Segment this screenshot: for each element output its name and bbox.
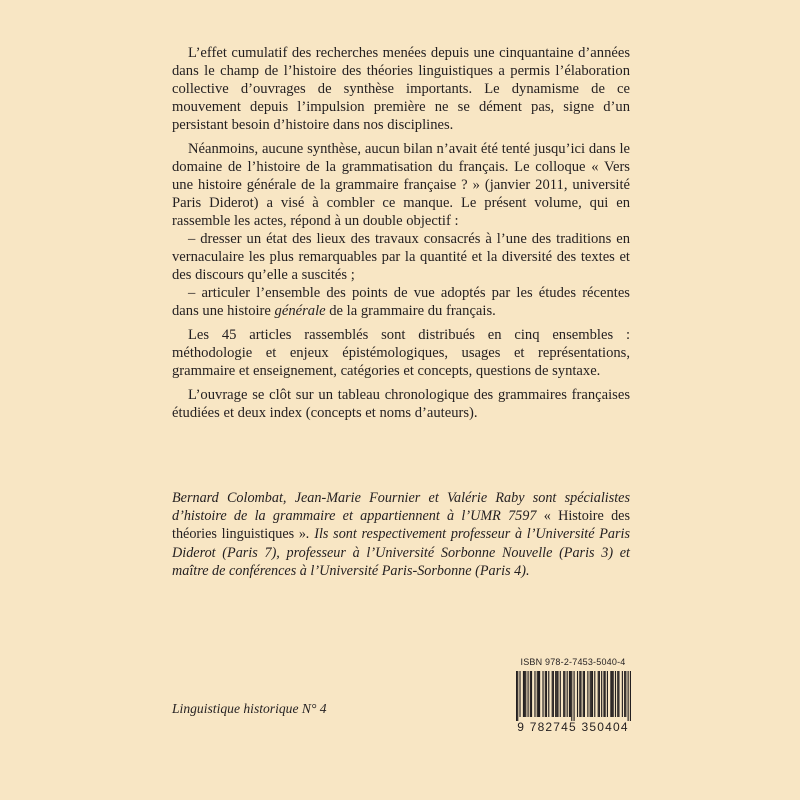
barcode-bar bbox=[603, 671, 604, 717]
objective-item-2-emphasis: générale bbox=[274, 303, 326, 319]
barcode-bar bbox=[598, 671, 599, 717]
authors-bio-lab-name: « Histoire des théories linguistiques » bbox=[172, 508, 630, 543]
authors-bio-part-3: . Ils sont respectivement professeur à l’Université Paris Diderot (Paris 7), professeur à l’Université Sorbonne Nouvelle (Paris 3) et maître de conférences à l’Université Paris-Sorbonne (Paris 4). bbox=[172, 526, 630, 579]
barcode-bar bbox=[538, 671, 539, 717]
barcode-bar bbox=[542, 671, 543, 717]
isbn-barcode-block bbox=[506, 657, 640, 735]
barcode-bar bbox=[594, 671, 595, 717]
barcode-bar bbox=[584, 671, 585, 717]
series-title: Linguistique historique N° 4 bbox=[172, 701, 327, 716]
barcode-bar bbox=[590, 671, 591, 717]
barcode-bar bbox=[534, 671, 535, 717]
barcode-bar bbox=[537, 671, 538, 717]
barcode-bar bbox=[628, 671, 629, 721]
barcode-bar bbox=[587, 671, 588, 717]
barcode-bar bbox=[611, 671, 612, 717]
barcode-bar bbox=[617, 671, 618, 717]
barcode-bar bbox=[545, 671, 546, 717]
barcode-bar bbox=[539, 671, 540, 717]
barcode-bar bbox=[546, 671, 547, 717]
barcode-bar bbox=[525, 671, 526, 717]
barcode-bar bbox=[553, 671, 554, 717]
barcode-bar bbox=[592, 671, 593, 717]
barcode-bar bbox=[599, 671, 600, 717]
barcode-bar bbox=[531, 671, 532, 717]
barcode-bar bbox=[571, 671, 572, 721]
authors-bio-text bbox=[172, 489, 630, 580]
barcode-bar bbox=[622, 671, 623, 717]
barcode-bar bbox=[591, 671, 592, 717]
barcode-bar bbox=[555, 671, 556, 717]
barcode-bar bbox=[618, 671, 619, 717]
objective-item-2-start: – articuler l’ensemble des points de vue adoptés par les études récentes dans une histoire bbox=[172, 285, 630, 319]
barcode-bar bbox=[615, 671, 616, 717]
barcode-bar bbox=[557, 671, 558, 717]
barcode-bar bbox=[556, 671, 557, 717]
barcode-bar bbox=[625, 671, 626, 717]
barcode-bar bbox=[563, 671, 564, 717]
authors-bio-part-1: Bernard Colombat, Jean-Marie Fournier et Valérie Raby sont spécialistes d’histoire de la grammaire et appartiennent à l’UMR 7597 bbox=[172, 490, 630, 525]
barcode-bar bbox=[552, 671, 553, 717]
barcode-bar bbox=[569, 671, 570, 717]
barcode-bar bbox=[607, 671, 608, 717]
barcode-bar bbox=[519, 671, 520, 717]
barcode-bar bbox=[583, 671, 584, 717]
barcode-digits: 9 782745 350404 bbox=[517, 720, 629, 734]
barcode-bar bbox=[605, 671, 606, 717]
blurb-paragraph-3: Les 45 articles rassemblés sont distribués en cinq ensembles : méthodologie et enjeux épistémologiques, usages et représentations, grammaire et enseignement, catégories et concepts, questions de syntaxe. bbox=[172, 327, 630, 379]
barcode-bar bbox=[567, 671, 568, 717]
barcode-bar bbox=[516, 671, 517, 721]
barcode-bar bbox=[574, 671, 575, 721]
barcode-bar bbox=[624, 671, 625, 717]
objective-item-2-end: de la grammaire du français. bbox=[325, 303, 496, 319]
barcode-bar bbox=[577, 671, 578, 717]
barcode-bar bbox=[517, 671, 518, 721]
authors-bio bbox=[172, 489, 630, 580]
blurb-paragraph-1: L’effet cumulatif des recherches menées depuis une cinquantaine d’années dans le champ de l’histoire des théories linguistiques a permis l’élaboration collective d’ouvrages de synthèse importants. Le dynamisme de ce mouvement depuis l’impulsion première ne se dément pas, signe d’un persistant besoin d’histoire dans nos disciplines. bbox=[172, 45, 630, 133]
barcode-bar bbox=[564, 671, 565, 717]
barcode-bar bbox=[524, 671, 525, 717]
barcode-bar bbox=[610, 671, 611, 717]
isbn-label: ISBN 978-2-7453-5040-4 bbox=[520, 657, 626, 667]
barcode-bar bbox=[530, 671, 531, 717]
objective-item-2 bbox=[172, 284, 630, 320]
barcode-icon bbox=[506, 671, 640, 721]
blurb-paragraph-2: Néanmoins, aucune synthèse, aucun bilan n’avait été tenté jusqu’ici dans le domaine de l’histoire de la grammatisation du français. Le colloque « Vers une histoire générale de la grammaire française ? » (janvier 2011, université Paris Diderot) a visé à combler ce manque. Le présent volume, qui en rassemble les actes, répond à un double objectif : bbox=[172, 141, 630, 229]
barcode-bar bbox=[579, 671, 580, 717]
barcode-bar bbox=[560, 671, 561, 717]
barcode-bar bbox=[570, 671, 571, 717]
barcode-bar bbox=[630, 671, 631, 721]
barcode-bar bbox=[523, 671, 524, 717]
barcode-bar bbox=[613, 671, 614, 717]
barcode-bar bbox=[601, 671, 602, 717]
blurb bbox=[172, 44, 630, 422]
barcode-bar bbox=[548, 671, 549, 717]
blurb-paragraph-4: L’ouvrage se clôt sur un tableau chronologique des grammaires françaises étudiées et deux index (concepts et noms d’auteurs). bbox=[172, 387, 630, 421]
barcode-bar bbox=[580, 671, 581, 717]
objective-item-1: – dresser un état des lieux des travaux consacrés à l’une des traditions en vernaculaire les plus remarquables par la quantité et la diversité des textes et des discours qu’elle a suscités ; bbox=[172, 231, 630, 283]
barcode-bar bbox=[528, 671, 529, 717]
